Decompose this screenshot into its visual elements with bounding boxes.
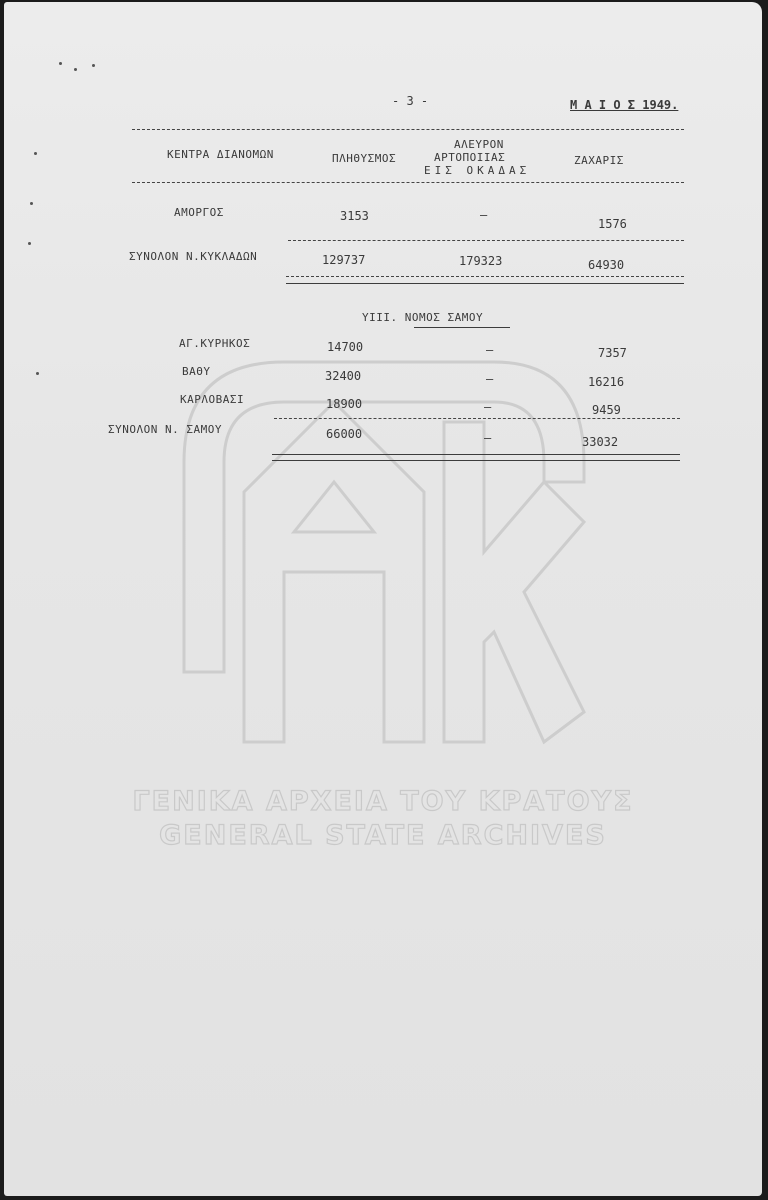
column-header-flour-line2: ΑΡΤΟΠΟΙΙΑΣ bbox=[434, 151, 506, 164]
total-double-rule-2 bbox=[286, 283, 684, 284]
subtotal-rule bbox=[274, 418, 680, 419]
section-heading-underline bbox=[414, 327, 510, 328]
column-header-population: ΠΛΗΘΥΣΜΟΣ bbox=[332, 152, 397, 165]
row-flour: – bbox=[484, 400, 492, 414]
total-sugar: 64930 bbox=[588, 258, 625, 272]
section-heading: ΥΙΙΙ. ΝΟΜΟΣ ΣΑΜΟΥ bbox=[362, 311, 484, 324]
row-name: ΚΑΡΛΟΒΑΣΙ bbox=[180, 393, 245, 406]
header-rule bbox=[132, 182, 684, 183]
ink-speck bbox=[34, 152, 37, 155]
ink-speck bbox=[28, 242, 31, 245]
total-double-rule-1 bbox=[272, 454, 680, 455]
row-population: 32400 bbox=[325, 369, 362, 383]
total-sugar: 33032 bbox=[582, 435, 619, 449]
column-header-flour-line1: ΑΛΕΥΡΟΝ bbox=[454, 138, 504, 151]
ink-speck bbox=[92, 64, 95, 67]
total-name: ΣΥΝΟΛΟΝ Ν.ΚΥΚΛΑΔΩΝ bbox=[129, 250, 258, 263]
row-name: ΑΜΟΡΓΟΣ bbox=[174, 206, 224, 219]
total-name: ΣΥΝΟΛΟΝ Ν. ΣΑΜΟΥ bbox=[108, 423, 222, 436]
row-population: 3153 bbox=[340, 209, 369, 223]
total-double-rule-1 bbox=[286, 276, 684, 277]
ink-speck bbox=[36, 372, 39, 375]
document-page bbox=[4, 2, 762, 1196]
row-flour: – bbox=[486, 343, 494, 357]
row-name: ΑΓ.ΚΥΡΗΚΟΣ bbox=[179, 337, 251, 350]
subtotal-rule bbox=[288, 240, 684, 241]
row-population: 14700 bbox=[327, 340, 364, 354]
document-date: Μ Α Ι Ο Σ 1949. bbox=[570, 98, 679, 112]
watermark-text-english: GENERAL STATE ARCHIVES bbox=[159, 820, 607, 851]
row-sugar: 16216 bbox=[588, 375, 625, 389]
total-flour: 179323 bbox=[459, 254, 503, 268]
archive-logo-watermark bbox=[164, 342, 604, 792]
ink-speck bbox=[59, 62, 62, 65]
row-sugar: 7357 bbox=[598, 346, 627, 360]
column-header-center: ΚΕΝΤΡΑ ΔΙΑΝΟΜΩΝ bbox=[167, 148, 274, 161]
top-rule bbox=[132, 129, 684, 130]
row-sugar: 1576 bbox=[598, 217, 627, 231]
row-flour: – bbox=[480, 208, 488, 222]
total-population: 66000 bbox=[326, 427, 363, 441]
ink-speck bbox=[74, 68, 77, 71]
row-sugar: 9459 bbox=[592, 403, 621, 417]
column-header-sugar: ΖΑΧΑΡΙΣ bbox=[574, 154, 624, 167]
row-flour: – bbox=[486, 372, 494, 386]
row-population: 18900 bbox=[326, 397, 363, 411]
column-header-flour-line3: ΕΙΣ ΟΚΑΔΑΣ bbox=[424, 164, 531, 177]
total-double-rule-2 bbox=[272, 460, 680, 461]
watermark-text-greek: ΓΕΝΙΚΑ ΑΡΧΕΙΑ ΤΟΥ ΚΡΑΤΟΥΣ bbox=[132, 786, 634, 817]
total-population: 129737 bbox=[322, 253, 366, 267]
page-number: - 3 - bbox=[392, 94, 429, 108]
row-name: ΒΑΘΥ bbox=[182, 365, 211, 378]
ink-speck bbox=[30, 202, 33, 205]
total-flour: – bbox=[484, 431, 492, 445]
